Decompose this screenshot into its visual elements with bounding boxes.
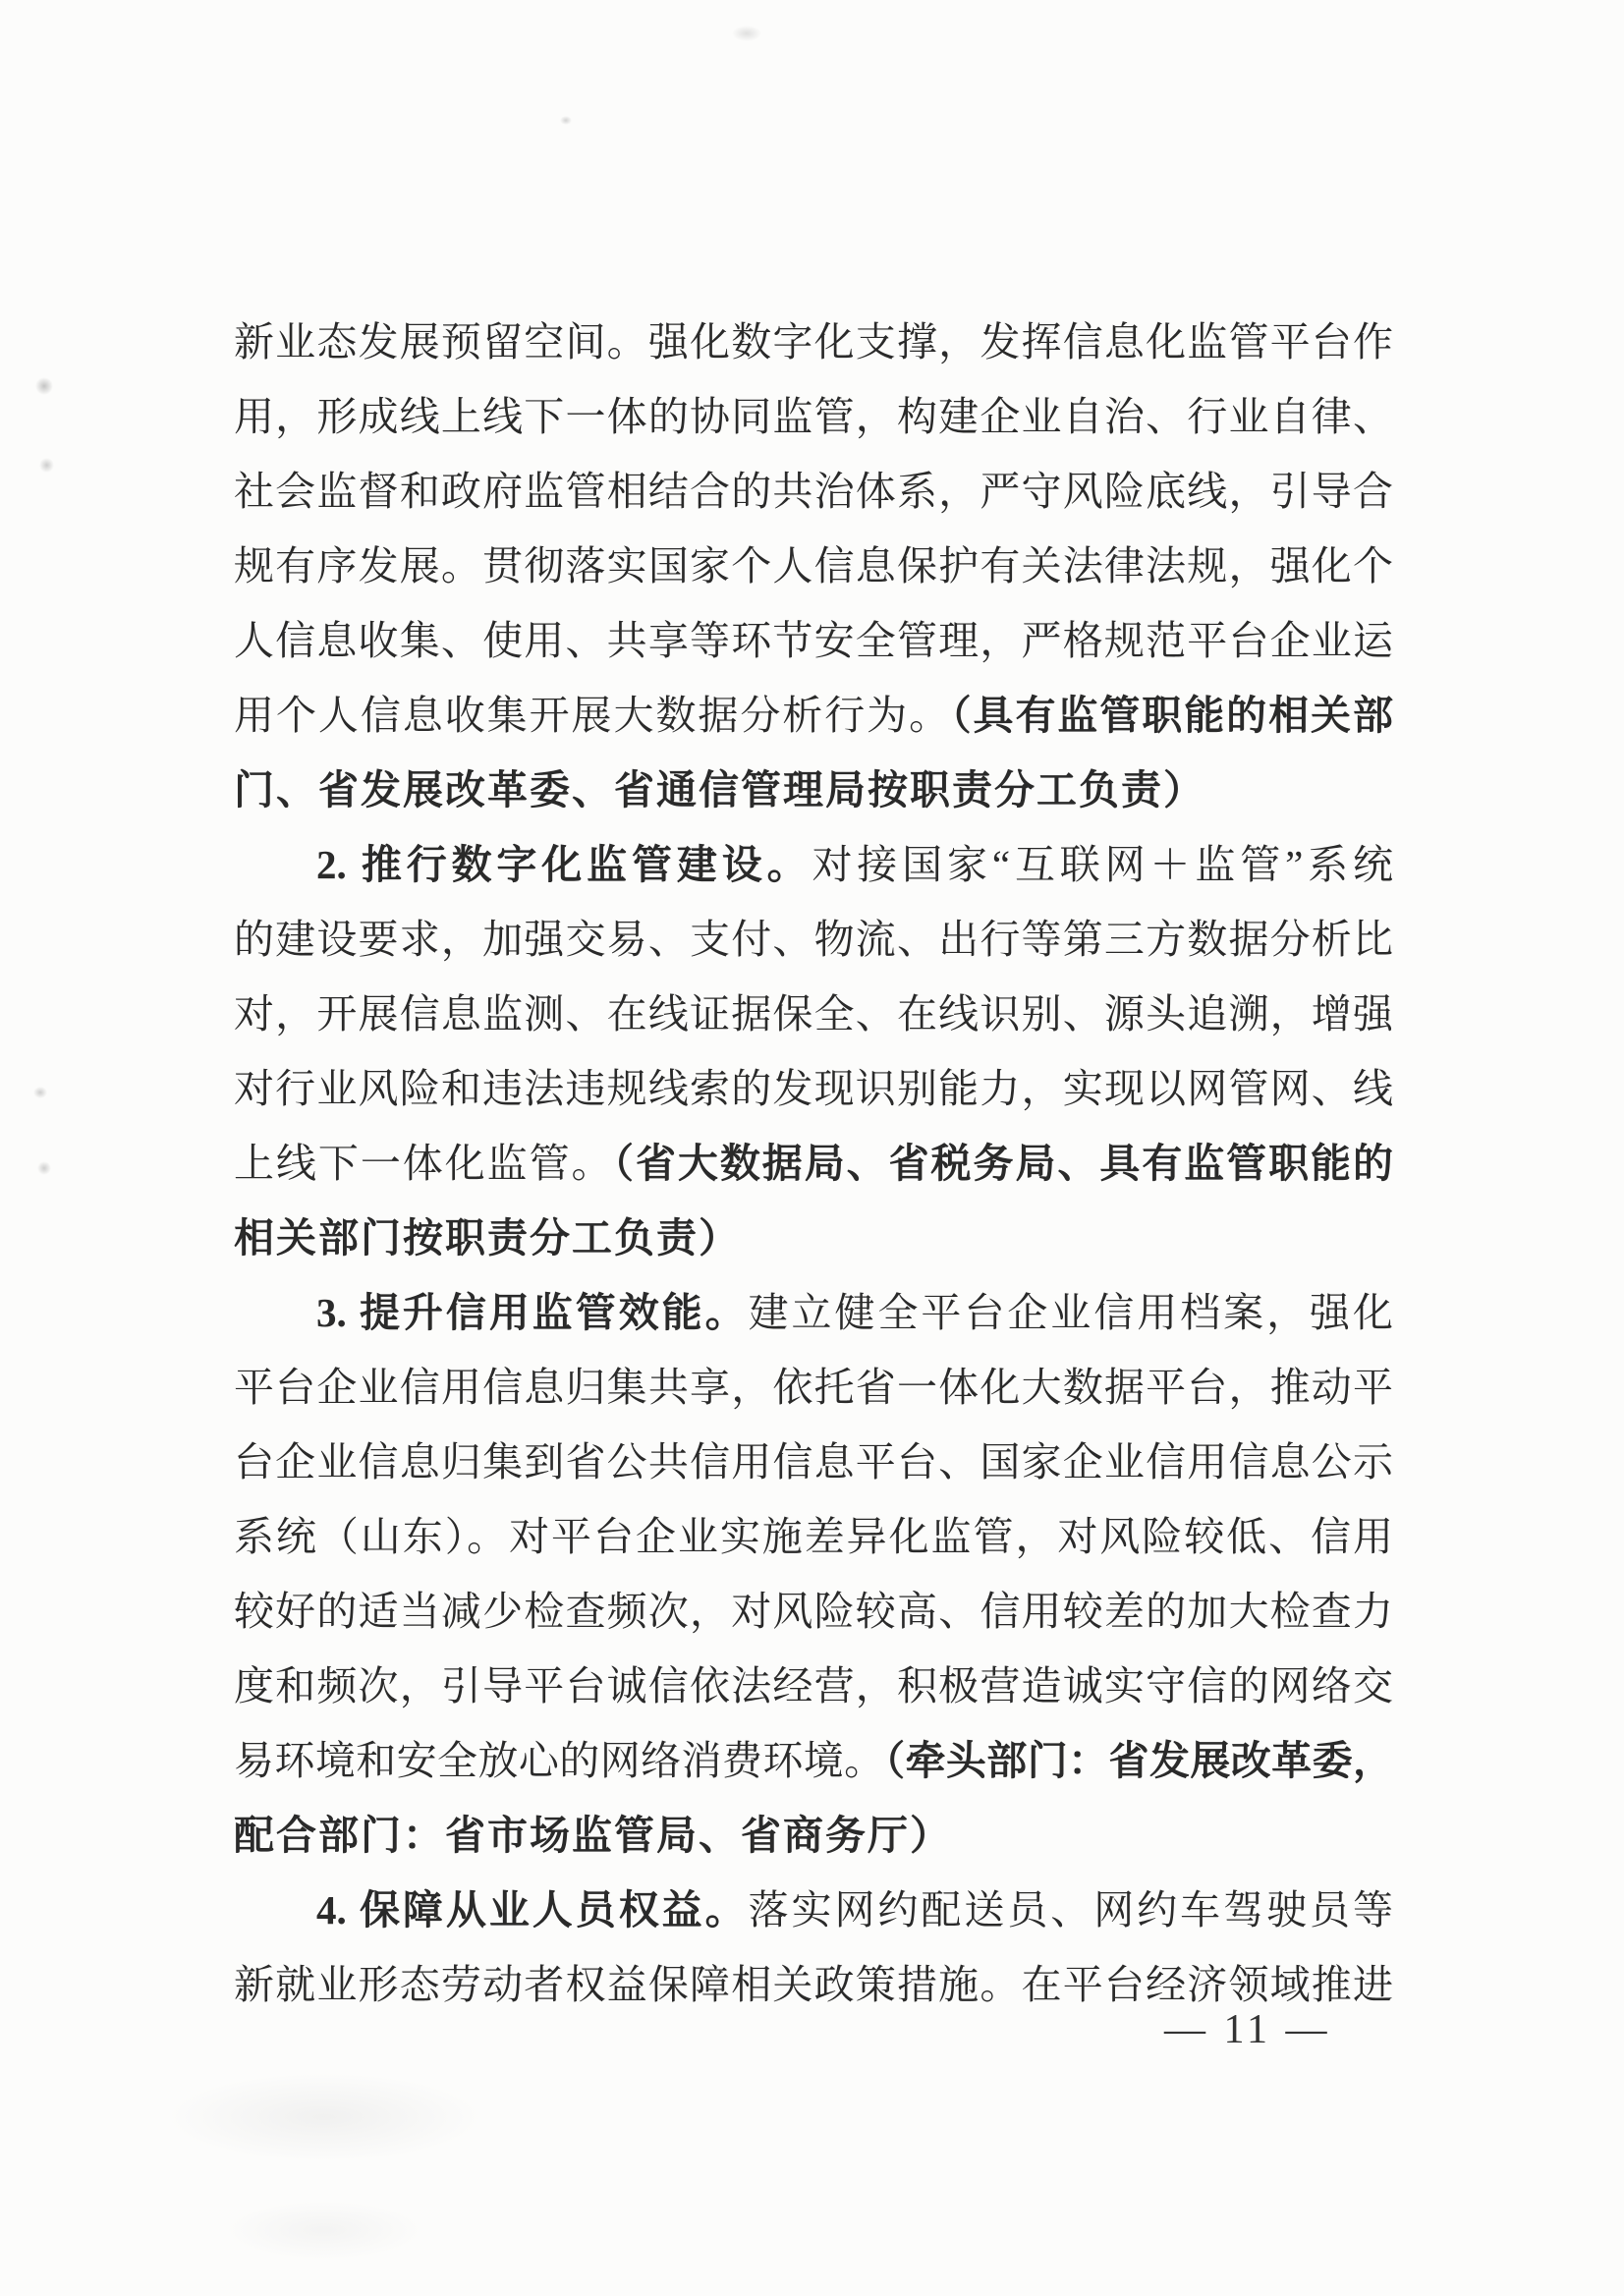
text-segment-bold: （具有监管职能的相关部 (951, 693, 1394, 738)
text-segment: 的建设要求，加强交易、支付、物流、出行等第三方数据分析比 (234, 917, 1393, 962)
text-line (234, 1873, 1393, 1947)
text-segment-bold: 4. 保障从业人员权益。 (316, 1887, 749, 1932)
text-line (234, 1574, 1393, 1649)
text-segment: 上线下一体化监管。 (234, 1141, 614, 1186)
page-number: — 11 — (1164, 2007, 1331, 2052)
text-segment: 社会监督和政府监管相结合的共治体系，严守风险底线，引导合 (234, 469, 1393, 514)
text-line (234, 454, 1393, 529)
scan-artifact (226, 2201, 422, 2260)
text-segment-bold: 门、省发展改革委、省通信管理局按职责分工负责） (234, 767, 1205, 812)
text-segment: 建立健全平台企业信用档案，强化 (748, 1290, 1394, 1335)
text-line (234, 1649, 1393, 1723)
text-segment: 规有序发展。贯彻落实国家个人信息保护有关法律法规，强化个 (234, 543, 1393, 588)
text-line (234, 529, 1393, 603)
text-line (234, 678, 1393, 753)
text-segment: 较好的适当减少检查频次，对风险较高、信用较差的加大检查力 (234, 1589, 1393, 1634)
text-segment: 平台企业信用信息归集共享，依托省一体化大数据平台，推动平 (234, 1365, 1393, 1410)
text-segment-bold: 相关部门按职责分工负责） (234, 1215, 741, 1260)
text-line (234, 1275, 1393, 1350)
text-segment: 用，形成线上线下一体的协同监管，构建企业自治、行业自律、 (234, 394, 1393, 439)
scan-artifact (35, 377, 53, 395)
text-segment: 人信息收集、使用、共享等环节安全管理，严格规范平台企业运 (234, 618, 1393, 663)
text-line (234, 902, 1393, 977)
scan-artifact (732, 26, 761, 41)
text-line (234, 1723, 1393, 1798)
text-line (234, 1499, 1393, 1574)
document-body (234, 305, 1393, 2022)
text-line (234, 379, 1393, 454)
text-line (234, 1350, 1393, 1425)
text-segment: 对接国家“互联网＋监管”系统 (812, 842, 1394, 887)
text-segment: 新就业形态劳动者权益保障相关政策措施。在平台经济领域推进 (234, 1962, 1393, 2007)
text-line (234, 753, 1393, 827)
scan-artifact (167, 2073, 481, 2161)
text-line (234, 1201, 1393, 1275)
text-segment: 对行业风险和违法违规线索的发现识别能力，实现以网管网、线 (234, 1066, 1393, 1111)
text-segment-bold: 3. 提升信用监管效能。 (316, 1290, 749, 1335)
text-segment-bold: （牵头部门：省发展改革委， (884, 1738, 1394, 1783)
scan-artifact (37, 1161, 51, 1175)
text-line (234, 603, 1393, 678)
text-segment: 度和频次，引导平台诚信依法经营，积极营造诚实守信的网络交 (234, 1663, 1393, 1708)
text-line (234, 305, 1393, 379)
scan-artifact (560, 116, 572, 125)
text-line (234, 1425, 1393, 1499)
text-line (234, 977, 1393, 1051)
text-line (234, 827, 1393, 902)
text-segment-bold: （省大数据局、省税务局、具有监管职能的 (613, 1141, 1393, 1186)
text-segment: 新业态发展预留空间。强化数字化支撑，发挥信息化监管平台作 (234, 319, 1393, 364)
text-line (234, 1051, 1393, 1126)
text-segment: 落实网约配送员、网约车驾驶员等 (748, 1887, 1394, 1932)
text-segment-bold: 2. 推行数字化监管建设。 (316, 842, 812, 887)
text-segment: 对，开展信息监测、在线证据保全、在线识别、源头追溯，增强 (234, 991, 1393, 1036)
text-segment: 系统（山东）。对平台企业实施差异化监管，对风险较低、信用 (234, 1514, 1393, 1559)
text-segment: 易环境和安全放心的网络消费环境。 (234, 1738, 885, 1783)
scan-artifact (33, 1087, 47, 1098)
text-segment: 台企业信息归集到省公共信用信息平台、国家企业信用信息公示 (234, 1439, 1393, 1484)
text-line (234, 1126, 1393, 1201)
text-segment-bold: 配合部门：省市场监管局、省商务厅） (234, 1813, 952, 1858)
scan-artifact (39, 458, 54, 473)
text-segment: 用个人信息收集开展大数据分析行为。 (234, 693, 952, 738)
text-line (234, 1798, 1393, 1873)
